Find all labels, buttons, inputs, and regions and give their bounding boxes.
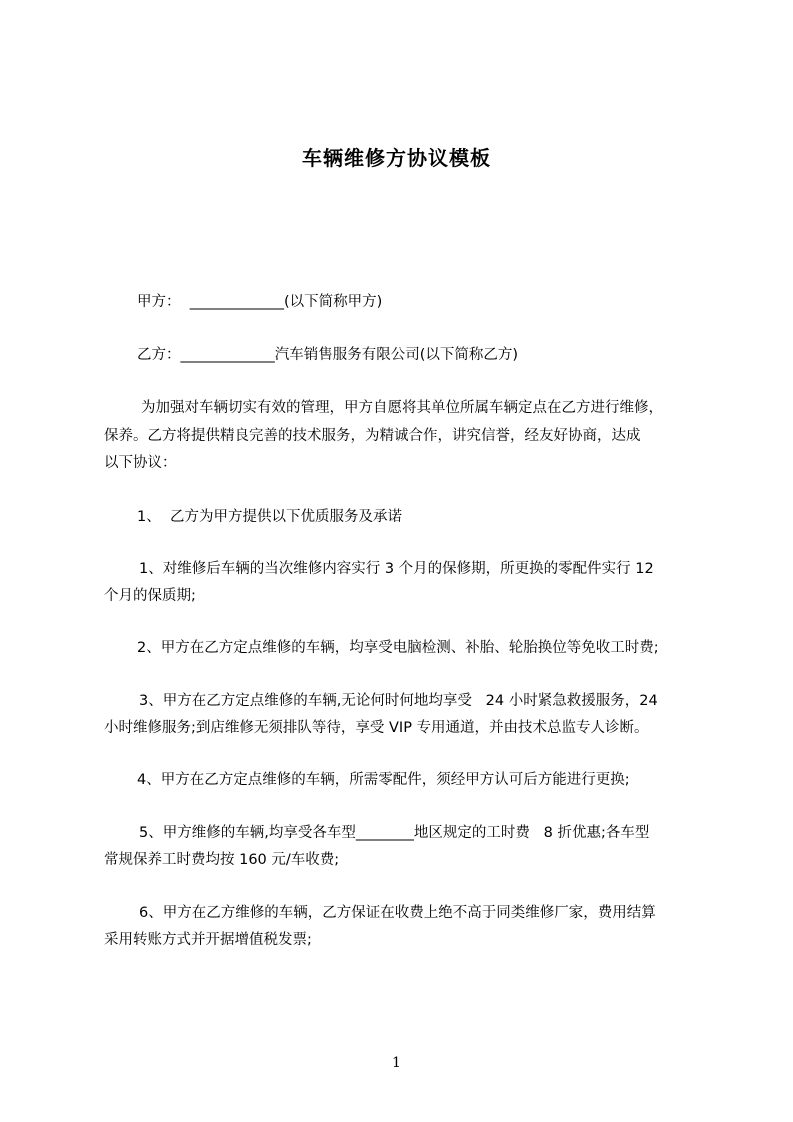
item-3-line-2: 小时维修服务;到店维修无须排队等待，享受 VIP 专用通道，并由技术总监专人诊断。 — [104, 720, 649, 736]
item-4-line-1: 4、甲方在乙方定点维修的车辆，所需零配件，须经甲方认可后方能进行更换; — [137, 772, 630, 788]
party-b-line: 乙方：_____________汽车销售服务有限公司(以下简称乙方) — [137, 347, 519, 363]
intro-line-3: 以下协议： — [104, 455, 177, 471]
intro-line-2: 保养。乙方将提供精良完善的技术服务，为精诚合作，讲究信誉，经友好协商，达成 — [104, 428, 641, 444]
item-5-line-1: 5、甲方维修的车辆,均享受各车型________地区规定的工时费 8 折优惠;各车型 — [139, 825, 650, 841]
item-1-line-2: 个月的保质期; — [104, 588, 196, 604]
item-1-line-1: 1、对维修后车辆的当次维修内容实行 3 个月的保修期，所更换的零配件实行 12 — [139, 561, 654, 577]
item-2-line-1: 2、甲方在乙方定点维修的车辆，均享受电脑检测、补胎、轮胎换位等免收工时费; — [137, 640, 659, 656]
item-3-line-1: 3、甲方在乙方定点维修的车辆,无论何时何地均享受 24 小时紧急救援服务，24 — [139, 693, 658, 709]
party-a-line: 甲方： _____________(以下简称甲方) — [137, 294, 383, 310]
item-5-line-2: 常规保养工时费均按 160 元/车收费; — [104, 852, 340, 868]
item-6-line-2: 采用转账方式并开据增值税发票; — [104, 932, 312, 948]
section-1-heading: 1、 乙方为甲方提供以下优质服务及承诺 — [137, 509, 402, 525]
document-title: 车辆维修方协议模板 — [302, 146, 491, 170]
page-number: 1 — [392, 1055, 401, 1071]
intro-line-1: 为加强对车辆切实有效的管理，甲方自愿将其单位所属车辆定点在乙方进行维修， — [141, 400, 663, 416]
item-6-line-1: 6、甲方在乙方维修的车辆，乙方保证在收费上绝不高于同类维修厂家，费用结算 — [139, 905, 656, 921]
